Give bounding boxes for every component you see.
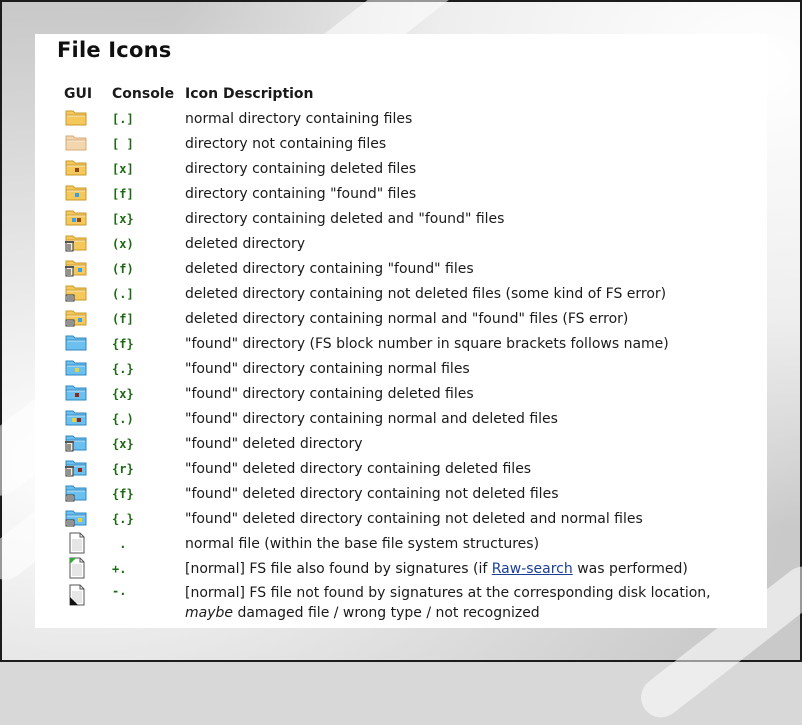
gui-icon-cell (57, 456, 110, 481)
gui-icon-cell (57, 331, 110, 356)
icon-description: normal file (within the base file system structures) (185, 535, 540, 552)
table-row (57, 156, 741, 181)
description-text: damaged file / wrong type / not recognized (233, 605, 540, 621)
deleted-folder-normal-found-icon (65, 307, 89, 327)
icon-description: "found" directory (FS block number in square brackets follows name) (185, 335, 669, 352)
found-deleted-folder-notdeleted-normal-icon (65, 507, 89, 527)
icon-description: "found" deleted directory (185, 435, 363, 452)
folder-deleted-found-files-icon (65, 207, 89, 227)
console-symbol: [.] (112, 111, 134, 126)
table-row (57, 481, 741, 506)
description-text: [normal] FS file also found by signatures (if (185, 560, 492, 577)
gui-icon-cell (57, 256, 110, 281)
console-symbol: (f] (112, 311, 134, 326)
gui-icon-cell (57, 156, 110, 181)
found-deleted-folder-notdeleted-icon (65, 482, 89, 502)
icon-table (57, 82, 741, 627)
icon-description: "found" deleted directory containing deleted files (185, 460, 532, 477)
deleted-folder-icon (65, 232, 89, 252)
found-folder-normal-deleted-icon (65, 407, 89, 427)
gui-icon-cell (57, 506, 110, 531)
deleted-folder-notdeleted-files-icon (65, 282, 89, 302)
table-row (57, 256, 741, 281)
signature-found-file-icon (65, 557, 89, 577)
normal-file-icon (65, 532, 89, 552)
found-folder-normal-files-icon (65, 357, 89, 377)
icon-description: "found" directory containing normal and deleted files (185, 410, 558, 427)
table-row (57, 131, 741, 156)
gui-column-header: GUI (64, 86, 93, 102)
table-row (57, 231, 741, 256)
icon-description: deleted directory containing "found" files (185, 260, 474, 277)
icon-description: deleted directory (185, 235, 306, 252)
icon-description: "found" directory containing deleted files (185, 385, 474, 402)
gui-icon-cell (57, 131, 110, 156)
signature-notfound-file-icon (65, 584, 89, 604)
gui-icon-cell (57, 306, 110, 331)
found-deleted-folder-icon (65, 432, 89, 452)
table-header (57, 82, 741, 106)
console-symbol: {.) (112, 411, 134, 426)
gui-icon-cell (57, 181, 110, 206)
console-symbol: {f} (112, 336, 134, 351)
folder-found-files-icon (65, 182, 89, 202)
found-folder-deleted-files-icon (65, 382, 89, 402)
icon-description (185, 581, 741, 627)
table-row (57, 106, 741, 131)
console-symbol: +. (112, 561, 127, 576)
console-symbol: -. (112, 584, 127, 598)
table-row (57, 381, 741, 406)
table-row (57, 431, 741, 456)
table-row (57, 331, 741, 356)
icon-description: directory containing "found" files (185, 185, 417, 202)
description-text: was performed) (572, 560, 688, 577)
gui-icon-cell (57, 481, 110, 506)
table-row (57, 356, 741, 381)
table-row (57, 281, 741, 306)
console-symbol: (.] (112, 286, 134, 301)
console-symbol: . (112, 536, 127, 551)
icon-description: deleted directory containing normal and "found" files (FS error) (185, 310, 629, 327)
gui-icon-cell (57, 406, 110, 431)
gui-icon-cell (57, 106, 110, 131)
folder-empty-icon (65, 132, 89, 152)
icon-description (185, 556, 741, 581)
console-symbol: {x} (112, 436, 134, 451)
description-emphasis: maybe (185, 605, 234, 621)
deleted-folder-found-files-icon (65, 257, 89, 277)
console-symbol: (f) (112, 261, 134, 276)
console-symbol: (x) (112, 236, 134, 251)
table-row (57, 406, 741, 431)
icon-description: directory containing deleted and "found" files (185, 210, 505, 227)
console-symbol: {.} (112, 511, 134, 526)
console-symbol: {x} (112, 386, 134, 401)
gui-icon-cell (57, 206, 110, 231)
content-panel (35, 34, 767, 628)
found-folder-icon (65, 332, 89, 352)
table-row (57, 181, 741, 206)
table-row (57, 456, 741, 481)
icon-description: "found" deleted directory containing not deleted files (185, 485, 559, 502)
console-symbol: [f] (112, 186, 134, 201)
icon-description: deleted directory containing not deleted files (some kind of FS error) (185, 285, 667, 302)
console-symbol: {f} (112, 486, 134, 501)
icon-description: normal directory containing files (185, 110, 413, 127)
found-deleted-folder-deleted-files-icon (65, 457, 89, 477)
folder-deleted-files-icon (65, 157, 89, 177)
icon-description: "found" directory containing normal files (185, 360, 470, 377)
console-symbol: {r} (112, 461, 134, 476)
gui-icon-cell (57, 356, 110, 381)
gui-icon-cell (57, 381, 110, 406)
console-column-header: Console (112, 86, 175, 102)
page-title: File Icons (57, 38, 172, 62)
folder-normal-icon (65, 107, 89, 127)
table-row (57, 531, 741, 556)
gui-icon-cell (57, 531, 110, 556)
icon-description: "found" deleted directory containing not deleted and normal files (185, 510, 643, 527)
description-text: [normal] FS file not found by signatures at the corresponding disk location, (185, 585, 711, 601)
table-row (57, 556, 741, 581)
table-row (57, 581, 741, 627)
console-symbol: {.} (112, 361, 134, 376)
console-symbol: [ ] (112, 136, 134, 151)
description-column-header: Icon Description (185, 86, 314, 102)
table-row (57, 506, 741, 531)
console-symbol: [x} (112, 211, 134, 226)
gui-icon-cell (57, 231, 110, 256)
gui-icon-cell (57, 431, 110, 456)
gui-icon-cell (57, 281, 110, 306)
table-row (57, 306, 741, 331)
raw-search-link[interactable]: Raw-search (491, 560, 573, 577)
gui-icon-cell (57, 581, 110, 627)
table-row (57, 206, 741, 231)
console-symbol: [x] (112, 161, 134, 176)
icon-description: directory containing deleted files (185, 160, 417, 177)
gui-icon-cell (57, 556, 110, 581)
icon-description: directory not containing files (185, 135, 387, 152)
